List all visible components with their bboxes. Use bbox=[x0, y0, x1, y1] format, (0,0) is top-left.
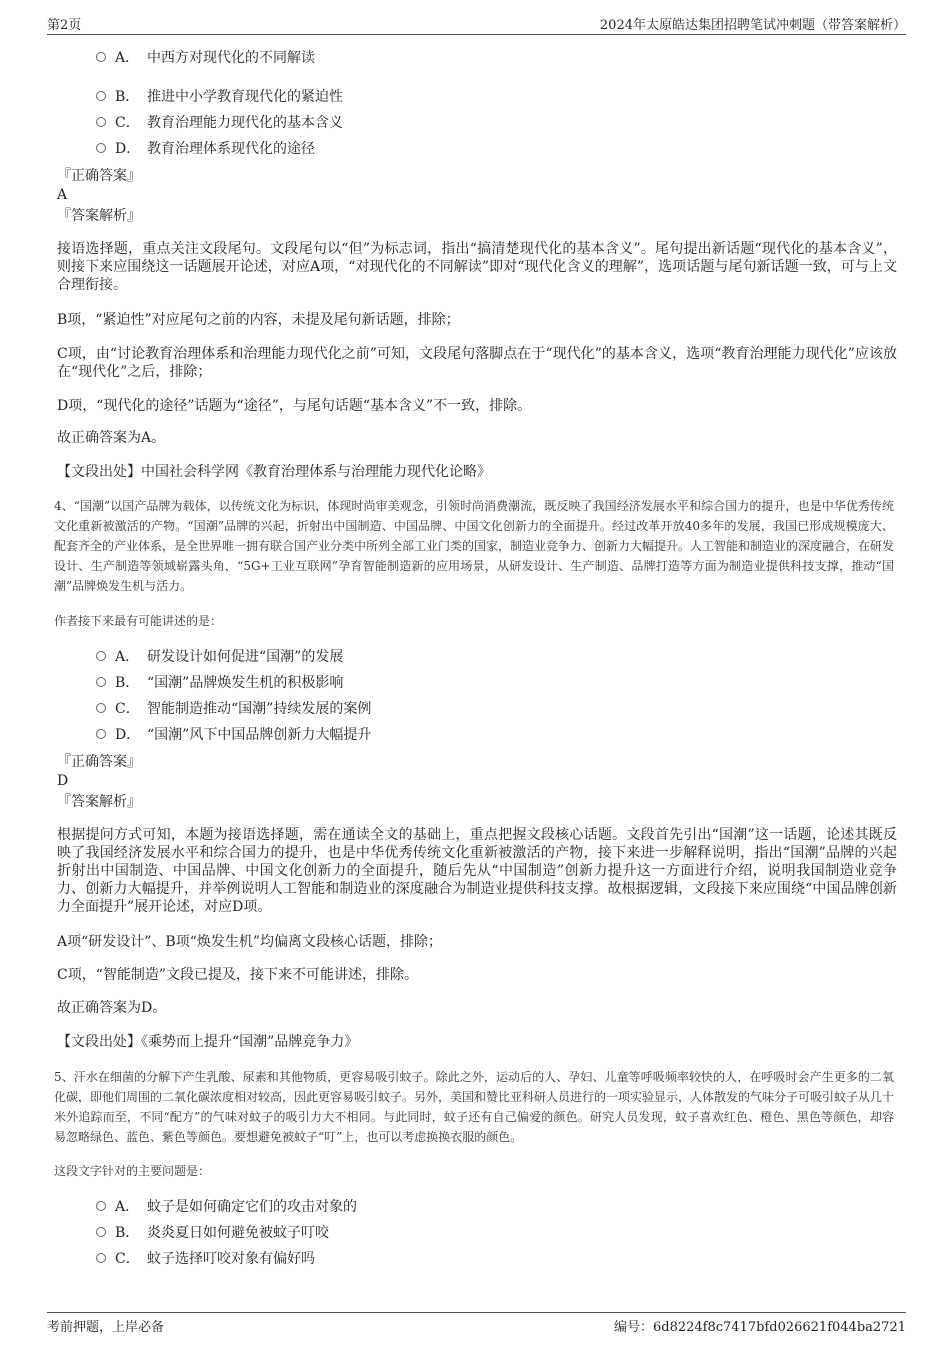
q3-analysis-2: B项，“紧迫性”对应尾句之前的内容，未提及尾句新话题，排除； bbox=[57, 312, 460, 328]
q4-source: 【文段出处】《乘势而上提升“国潮”品牌竞争力》 bbox=[57, 1034, 359, 1050]
radio-icon[interactable] bbox=[96, 677, 106, 687]
q3-option-a[interactable]: A． 中西方对现代化的不同解读 bbox=[96, 48, 315, 70]
radio-icon[interactable] bbox=[96, 703, 106, 713]
q3-analysis-3: C项，由“讨论教育治理体系和治理能力现代化之前”可知，文段尾句落脚点在于“现代化”的基本含义，选项“教育治理能力现代化”应该放在“现代化”之后，排除； bbox=[57, 346, 897, 380]
q4-analysis-label: 『答案解析』 bbox=[57, 794, 141, 810]
radio-icon[interactable] bbox=[96, 1201, 106, 1211]
q3-answer: A bbox=[57, 187, 68, 203]
page-header bbox=[47, 14, 906, 35]
q4-option-b[interactable]: B． “国潮”品牌焕发生机的积极影响 bbox=[96, 673, 343, 695]
q3-analysis-4: D项，“现代化的途径”话题为“途径”，与尾句话题“基本含义”不一致，排除。 bbox=[57, 398, 532, 414]
q5-option-b[interactable]: B． 炎炎夏日如何避免被蚊子叮咬 bbox=[96, 1223, 329, 1245]
radio-icon[interactable] bbox=[96, 52, 106, 62]
q3-answer-label: 『正确答案』 bbox=[57, 168, 141, 184]
q5-option-c[interactable]: C． 蚊子选择叮咬对象有偏好吗 bbox=[96, 1249, 315, 1271]
q5-question: 这段文字针对的主要问题是： bbox=[54, 1164, 211, 1178]
q3-analysis-label: 『答案解析』 bbox=[57, 208, 141, 224]
document-code: 编号：6d8224f8c7417bfd026621f044ba2721 bbox=[614, 1320, 906, 1335]
q4-analysis-3: C项，“智能制造”文段已提及，接下来不可能讲述，排除。 bbox=[57, 967, 419, 983]
q3-conclusion: 故正确答案为A。 bbox=[57, 430, 166, 446]
q4-option-c[interactable]: C． 智能制造推动“国潮”持续发展的案例 bbox=[96, 699, 371, 721]
radio-icon[interactable] bbox=[96, 117, 106, 127]
q4-option-a[interactable]: A． 研发设计如何促进“国潮”的发展 bbox=[96, 647, 343, 669]
q4-passage: 4、“国潮”以国产品牌为载体，以传统文化为标识，体现时尚审美观念，引领时尚消费潮流，既反映了我国经济发展水平和综合国力的提升，也是中华优秀传统文化重新被激活的产物。“国潮”品牌的兴起，折射出中国制造、中国品牌、中国文化创新力的全面提升。经过改革开放40多年的发展，我国已形成规模庞大、配套齐全的产业体系，是全世界唯一拥有联合国产业分类中所列全部工业门类的国家，制造业竞争力、创新力大幅提升。人工智能和制造业的深度融合，在研发设计、生产制造等领域崭露头角，“5G+工业互联网”孕育智能制造新的应用场景，从研发设计、生产制造、品牌打造等方面为制造业提供科技支撑，推动“国潮”品牌焕发生机与活力。 bbox=[54, 499, 895, 593]
footer-slogan: 考前押题，上岸必备 bbox=[47, 1320, 165, 1335]
q4-question: 作者接下来最有可能讲述的是： bbox=[54, 614, 223, 628]
q3-analysis-1: 接语选择题，重点关注文段尾句。文段尾句以“但”为标志词，指出“搞清楚现代化的基本含义”。尾句提出新话题“现代化的基本含义”，则接下来应围绕这一话题展开论述，对应A项，“对现代化的不同解读”即对“现代化含义的理解”，选项话题与尾句新话题一致，可与上文合理衔接。 bbox=[57, 241, 897, 293]
q3-option-d[interactable]: D． 教育治理体系现代化的途径 bbox=[96, 139, 315, 161]
q3-source: 【文段出处】中国社会科学网《教育治理体系与治理能力现代化论略》 bbox=[57, 464, 491, 480]
q3-option-b[interactable]: B． 推进中小学教育现代化的紧迫性 bbox=[96, 87, 343, 109]
q4-analysis-1: 根据提问方式可知，本题为接语选择题，需在通读全文的基础上，重点把握文段核心话题。文段首先引出“国潮”这一话题，论述其既反映了我国经济发展水平和综合国力的提升，也是中华优秀传统文化重新被激活的产物，接下来进一步解释说明，指出“国潮”品牌的兴起折射出中国制造、中国品牌、中国文化创新力的全面提升，随后先从“中国制造”创新力提升这一方面进行介绍，说明我国制造业竞争力、创新力大幅提升，并举例说明人工智能和制造业的深度融合为制造业提供科技支撑。故根据逻辑，文段接下来应围绕“中国品牌创新力全面提升”展开论述，对应D项。 bbox=[57, 827, 897, 915]
q4-option-d[interactable]: D． “国潮”风下中国品牌创新力大幅提升 bbox=[96, 725, 371, 747]
q4-conclusion: 故正确答案为D。 bbox=[57, 1000, 167, 1016]
radio-icon[interactable] bbox=[96, 1253, 106, 1263]
q4-answer: D bbox=[57, 773, 69, 789]
q4-answer-label: 『正确答案』 bbox=[57, 754, 141, 770]
radio-icon[interactable] bbox=[96, 1227, 106, 1237]
q5-option-a[interactable]: A． 蚊子是如何确定它们的攻击对象的 bbox=[96, 1197, 357, 1219]
page-footer bbox=[47, 1312, 906, 1333]
radio-icon[interactable] bbox=[96, 729, 106, 739]
page-number: 第2页 bbox=[47, 18, 82, 33]
q5-passage: 5、汗水在细菌的分解下产生乳酸、尿素和其他物质，更容易吸引蚊子。除此之外，运动后的人、孕妇、儿童等呼吸频率较快的人，在呼吸时会产生更多的二氧化碳，即他们周围的二氧化碳浓度相对较高，因此更容易吸引蚊子。另外，美国和赞比亚科研人员进行的一项实验显示，人体散发的气味分子可吸引蚊子从几十米外追踪而至，不同“配方”的气味对蚊子的吸引力大不相同。与此同时，蚊子还有自己偏爱的颜色。研究人员发现，蚊子喜欢红色、橙色、黑色等颜色，却容易忽略绿色、蓝色、紫色等颜色。要想避免被蚊子“叮”上，也可以考虑换换衣服的颜色。 bbox=[54, 1070, 895, 1144]
radio-icon[interactable] bbox=[96, 91, 106, 101]
radio-icon[interactable] bbox=[96, 143, 106, 153]
q3-option-c[interactable]: C． 教育治理能力现代化的基本含义 bbox=[96, 113, 343, 135]
q4-analysis-2: A项“研发设计”、B项“焕发生机”均偏离文段核心话题，排除； bbox=[57, 934, 443, 950]
radio-icon[interactable] bbox=[96, 651, 106, 661]
document-title: 2024年太原皓达集团招聘笔试冲刺题（带答案解析） bbox=[599, 18, 906, 33]
